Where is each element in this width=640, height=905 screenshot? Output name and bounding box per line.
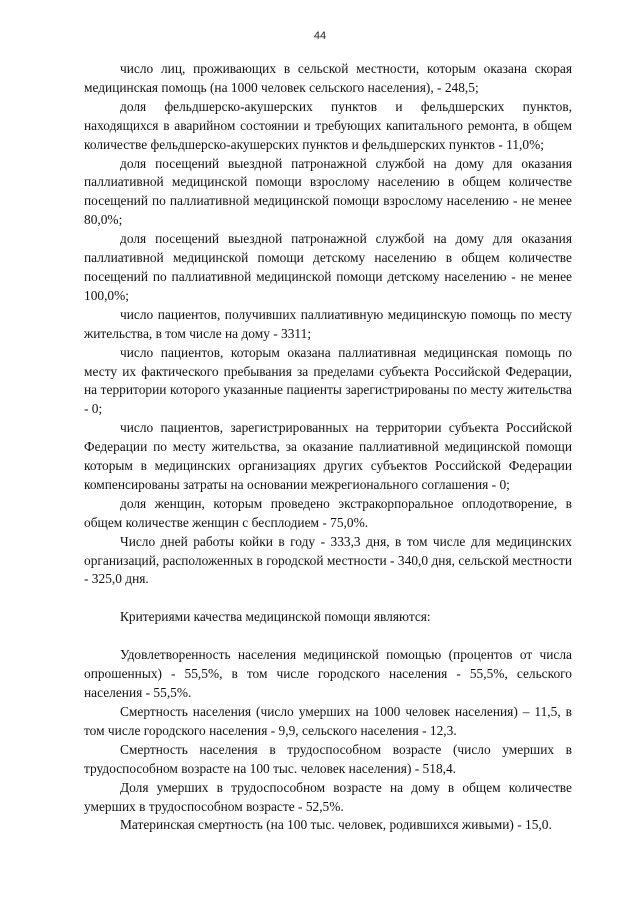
paragraph-rural-ambulance: число лиц, проживающих в сельской местности, которым оказана скорая медицинская помощь (на 1000 человек сельского населения), - 248,5; bbox=[84, 61, 572, 95]
paragraph-palliative-adult: доля посещений выездной патронажной службой на дому для оказания паллиативной медицинской помощи взрослому населению в общем количестве посещений по паллиативной медицинской помощи взрослому населению - не менее 80,0%; bbox=[84, 155, 572, 228]
page-number: 44 bbox=[313, 30, 327, 42]
paragraph-working-age-mortality: Смертность населения в трудоспособном возрасте (число умерших в трудоспособном возрасте на 100 тыс. человек населения) - 518,4. bbox=[84, 741, 572, 776]
paragraph-palliative-child: доля посещений выездной патронажной службой на дому для оказания паллиативной медицинской помощи детскому населению в общем количестве посещений по паллиативной медицинской помощи детскому населению - не менее 100,0%; bbox=[84, 231, 572, 303]
paragraph-satisfaction: Удовлетворенность населения медицинской помощью (процентов от числа опрошенных) - 55,5%, в том числе городского населения - 55,5%, сельского населения - 55,5%. bbox=[84, 647, 572, 701]
paragraph-mortality: Смертность населения (число умерших на 1000 человек населения) – 11,5, в том числе городского населения - 9,9, сельского населения - 12,3. bbox=[84, 704, 572, 738]
paragraph-home-deaths: Доля умерших в трудоспособном возрасте на дому в общем количестве умерших в трудоспособном возрасте - 52,5%. bbox=[84, 779, 572, 814]
paragraph-palliative-home: число пациентов, получивших паллиативную медицинскую помощь по месту жительства, в том числе на дому - 3311; bbox=[84, 306, 572, 341]
document-body bbox=[84, 60, 572, 835]
paragraph-maternal-mortality: Материнская смертность (на 100 тыс. человек, родившихся живыми) - 15,0. bbox=[120, 817, 552, 833]
paragraph-palliative-outside-region: число пациентов, которым оказана паллиативная медицинская помощь по месту их фактического пребывания за пределами субъекта Российской Федерации, на территории которого указанные пациенты зарегистрированы по месту жительства - 0; bbox=[84, 344, 572, 417]
section-heading: Критериями качества медицинской помощи являются: bbox=[120, 609, 431, 625]
paragraph-fap-emergency: доля фельдшерско-акушерских пунктов и фельдшерских пунктов, находящихся в аварийном состоянии и требующих капитального ремонта, в общем количестве фельдшерско-акушерских пунктов и фельдшерских пунктов - 11,0%; bbox=[84, 98, 572, 152]
paragraph-palliative-compensated: число пациентов, зарегистрированных на территории субъекта Российской Федерации по месту жительства, за оказание паллиативной медицинской помощи которым в медицинских организациях других субъектов Российской Федерации компенсированы затраты на основании межрегионального соглашения - 0; bbox=[84, 420, 572, 492]
paragraph-ivf: доля женщин, которым проведено экстракорпоральное оплодотворение, в общем количестве женщин с бесплодием - 75,0%. bbox=[84, 495, 572, 530]
paragraph-bed-days: Число дней работы койки в году - 333,3 дня, в том числе для медицинских организаций, расположенных в городской местности - 340,0 дня, сельской местности - 325,0 дня. bbox=[84, 533, 572, 587]
